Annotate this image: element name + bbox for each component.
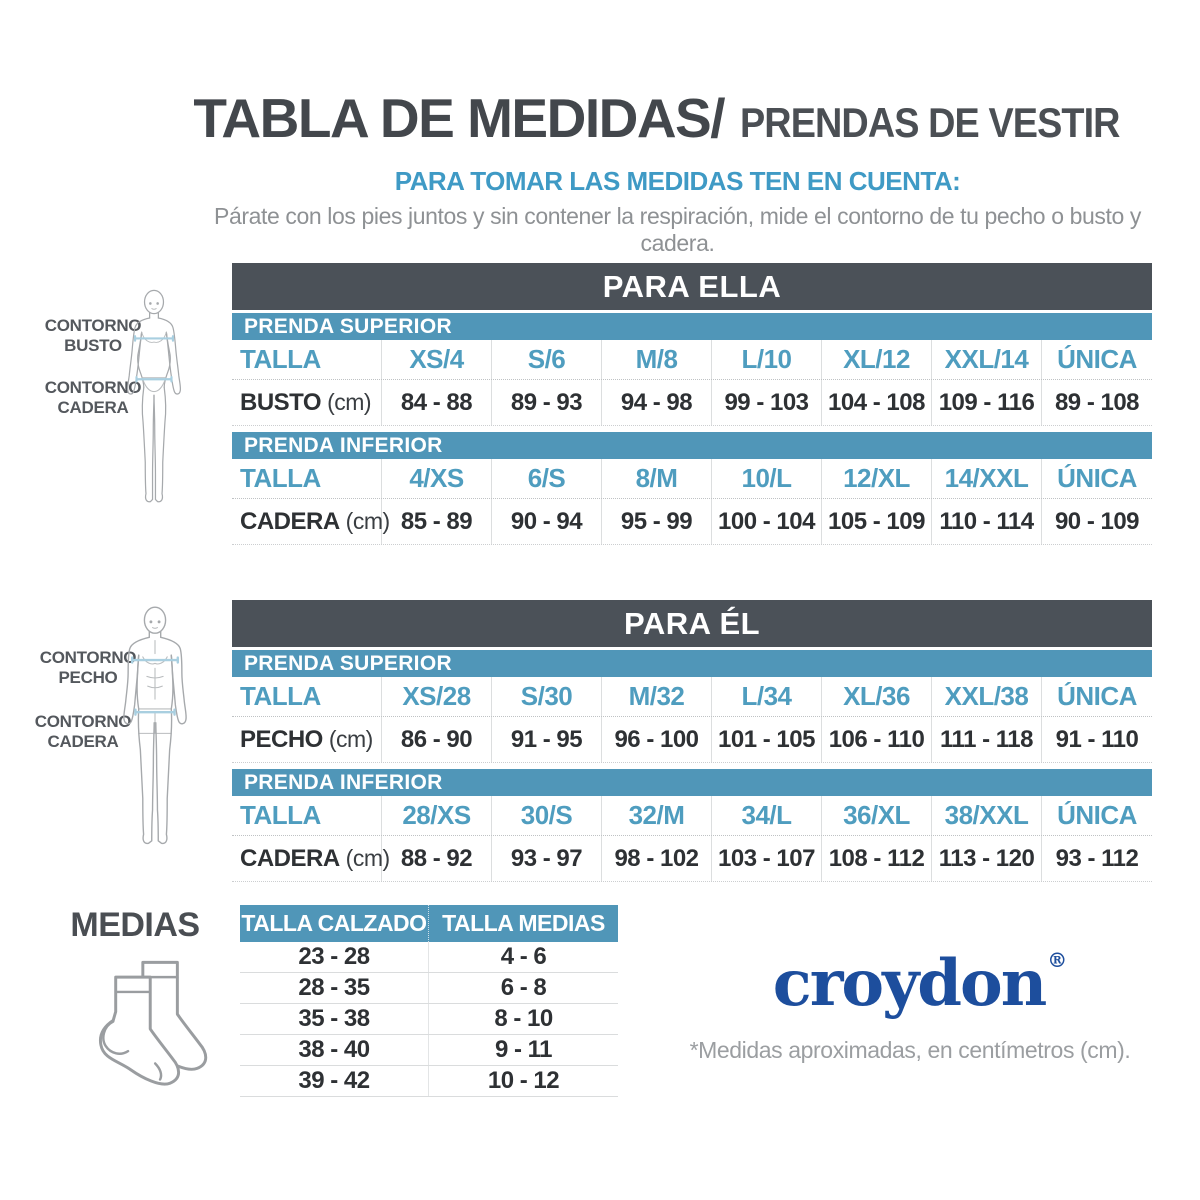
measure-cell: 108 - 112: [822, 836, 932, 881]
men-hip-row: [232, 836, 1152, 882]
size-cell: 14/XXL: [932, 459, 1042, 498]
measure-cell: 106 - 110: [822, 717, 932, 762]
sock-size-column-header: TALLA MEDIAS: [442, 910, 605, 936]
table-row: 35 - 38 8 - 10: [240, 1004, 618, 1035]
size-cell: XS/4: [382, 340, 492, 379]
table-row: 28 - 35 6 - 8: [240, 973, 618, 1004]
size-row-label: TALLA: [232, 340, 382, 379]
measure-cell: 93 - 97: [492, 836, 602, 881]
men-table-title-bar: [232, 600, 1152, 647]
page-title: [180, 86, 1175, 150]
measure-cell: 89 - 93: [492, 380, 602, 425]
measuring-instructions-text: Párate con los pies juntos y sin contener la respiración, mide el contorno de tu pecho o busto y cadera.: [214, 203, 1141, 256]
female-hip-label: CONTORNO CADERA: [44, 378, 142, 418]
size-cell: M/32: [602, 677, 712, 716]
size-cell: 4/XS: [382, 459, 492, 498]
page-title-sub: PRENDAS DE VESTIR: [739, 99, 1120, 146]
measure-cell: 88 - 92: [382, 836, 492, 881]
size-cell: ÚNICA: [1057, 344, 1137, 374]
women-upper-band: PRENDA SUPERIOR: [232, 313, 1152, 340]
brand-logo: croydon ®: [772, 946, 1068, 1021]
measure-cell: 91 - 95: [492, 717, 602, 762]
women-size-table: [232, 263, 1152, 545]
measure-cell: 101 - 105: [712, 717, 822, 762]
size-cell: 34/L: [712, 796, 822, 835]
measure-cell: 103 - 107: [712, 836, 822, 881]
measure-cell: 94 - 98: [602, 380, 712, 425]
size-cell: ÚNICA: [1057, 681, 1137, 711]
measure-cell: 110 - 114: [932, 499, 1042, 544]
measure-cell: 91 - 110: [1055, 725, 1139, 753]
measure-cell: 89 - 108: [1054, 388, 1140, 416]
socks-icon: [80, 950, 218, 1098]
table-row: 39 - 42 10 - 12: [240, 1066, 618, 1097]
women-table-title: PARA ELLA: [602, 268, 782, 304]
men-chest-row: [232, 717, 1152, 763]
registered-trademark-icon: ®: [1047, 948, 1068, 972]
size-cell: 28/XS: [382, 796, 492, 835]
measure-cell: 113 - 120: [932, 836, 1042, 881]
size-cell: M/8: [602, 340, 712, 379]
men-upper-band: PRENDA SUPERIOR: [232, 650, 1152, 677]
women-lower-band: PRENDA INFERIOR: [232, 432, 1152, 459]
women-lower-size-row: [232, 459, 1152, 499]
female-bust-label: CONTORNO BUSTO: [44, 316, 142, 356]
measuring-instructions-heading: PARA TOMAR LAS MEDIDAS TEN EN CUENTA:: [394, 166, 961, 196]
measure-cell: 96 - 100: [602, 717, 712, 762]
measure-row-label: PECHO (cm): [232, 717, 382, 762]
measure-row-label: BUSTO (cm): [232, 380, 382, 425]
measure-cell: 100 - 104: [712, 499, 822, 544]
women-table-title-bar: [232, 263, 1152, 310]
measure-cell: 95 - 99: [602, 499, 712, 544]
measure-cell: 99 - 103: [712, 380, 822, 425]
measure-cell: 111 - 118: [932, 717, 1042, 762]
men-lower-size-row: [232, 796, 1152, 836]
shoe-size-column-header: TALLA CALZADO: [240, 905, 429, 942]
measure-cell: 104 - 108: [822, 380, 932, 425]
table-row: 38 - 40 9 - 11: [240, 1035, 618, 1066]
size-cell: S/30: [492, 677, 602, 716]
female-body-figure-icon: [103, 243, 205, 565]
socks-size-table: [240, 905, 618, 1097]
men-size-table: [232, 600, 1152, 882]
measure-cell: 84 - 88: [382, 380, 492, 425]
page-title-main: TABLA DE MEDIDAS/: [193, 87, 725, 149]
size-cell: 8/M: [602, 459, 712, 498]
footnote: *Medidas aproximadas, en centímetros (cm).: [689, 1037, 1131, 1063]
measure-row-label: CADERA (cm): [232, 499, 382, 544]
size-row-label: TALLA: [232, 677, 382, 716]
men-table-title: PARA ÉL: [623, 605, 761, 641]
size-cell: L/10: [712, 340, 822, 379]
socks-section-title: MEDIAS: [70, 906, 200, 944]
size-cell: 10/L: [712, 459, 822, 498]
male-chest-label: CONTORNO PECHO: [39, 648, 137, 688]
size-cell: 30/S: [492, 796, 602, 835]
measure-cell: 86 - 90: [382, 717, 492, 762]
size-cell: 38/XXL: [932, 796, 1042, 835]
size-cell: 36/XL: [822, 796, 932, 835]
socks-table-header: [240, 905, 618, 942]
size-cell: XS/28: [382, 677, 492, 716]
male-body-figure-icon: [98, 574, 212, 896]
header: [180, 86, 1175, 257]
measure-cell: 90 - 109: [1054, 507, 1140, 535]
size-cell: ÚNICA: [1057, 800, 1137, 830]
measure-cell: 90 - 94: [492, 499, 602, 544]
size-row-label: TALLA: [232, 796, 382, 835]
men-upper-size-row: [232, 677, 1152, 717]
measure-row-label: CADERA (cm): [232, 836, 382, 881]
table-row: 23 - 28 4 - 6: [240, 942, 618, 973]
size-cell: XXL/14: [932, 340, 1042, 379]
size-cell: XL/36: [822, 677, 932, 716]
measure-cell: 105 - 109: [822, 499, 932, 544]
measure-cell: 98 - 102: [602, 836, 712, 881]
size-cell: XL/12: [822, 340, 932, 379]
size-cell: XXL/38: [932, 677, 1042, 716]
size-cell: 6/S: [492, 459, 602, 498]
women-upper-size-row: [232, 340, 1152, 380]
size-row-label: TALLA: [232, 459, 382, 498]
male-hip-label: CONTORNO CADERA: [34, 712, 132, 752]
measure-cell: 109 - 116: [932, 380, 1042, 425]
measure-cell: 85 - 89: [382, 499, 492, 544]
size-cell: 32/M: [602, 796, 712, 835]
women-bust-row: [232, 380, 1152, 426]
size-cell: 12/XL: [822, 459, 932, 498]
size-cell: L/34: [712, 677, 822, 716]
measure-cell: 93 - 112: [1055, 844, 1139, 872]
size-cell: ÚNICA: [1057, 463, 1137, 493]
women-hip-row: [232, 499, 1152, 545]
size-cell: S/6: [492, 340, 602, 379]
men-lower-band: PRENDA INFERIOR: [232, 769, 1152, 796]
